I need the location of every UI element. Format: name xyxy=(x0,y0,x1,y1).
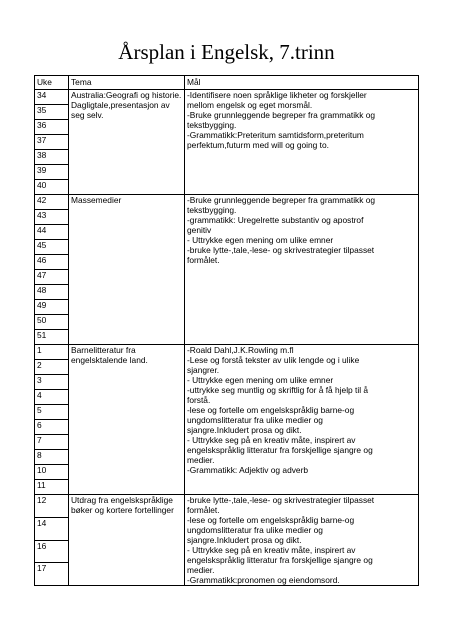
table-row xyxy=(35,90,419,105)
week-number: 49 xyxy=(37,300,47,310)
week-cell xyxy=(35,255,69,270)
table-row xyxy=(35,495,419,518)
week-number: 3 xyxy=(37,375,42,385)
mal-cell: -Identifisere noen språklige likheter og forskjeller mellom engelsk og eget morsmål. -Bruke grunnleggende begreper fra grammatikk og tekstbygging. -Grammatikk:Preteritum samtidsform,preteritum perfektum,futurm med will og going to. xyxy=(185,90,419,195)
week-cell xyxy=(35,195,69,210)
week-number: 11 xyxy=(37,480,46,490)
mal-cell: -Roald Dahl,J.K.Rowling m.fl -Lese og forstå tekster av ulik lengde og i ulike sjangrer. - Uttrykke egen mening om ulike emner -uttrykke seg muntlig og skriftlig for å få hjelp til å forstå. -lese og fortelle om engelskspråklig barne-og ungdomslitteratur fra ulike medier og sjangre.Inkludert prosa og dikt. - Uttrykke seg på en kreativ måte, inspirert av engelskspråklig litteratur fra forskjellige sjangre og medier. -Grammatikk: Adjektiv og adverb xyxy=(185,345,419,495)
week-cell xyxy=(35,360,69,375)
table-row xyxy=(35,195,419,210)
week-cell xyxy=(35,225,69,240)
week-number: 34 xyxy=(37,90,47,100)
week-cell xyxy=(35,300,69,315)
week-number: 4 xyxy=(37,390,42,400)
week-cell xyxy=(35,435,69,450)
week-cell xyxy=(35,495,69,518)
week-cell xyxy=(35,465,69,480)
week-number: 44 xyxy=(37,225,47,235)
week-number: 48 xyxy=(37,285,47,295)
week-number: 35 xyxy=(37,105,47,115)
week-number: 40 xyxy=(37,180,47,190)
week-number: 38 xyxy=(37,150,47,160)
week-cell xyxy=(35,240,69,255)
week-number: 42 xyxy=(37,195,47,205)
week-number: 51 xyxy=(37,330,47,340)
week-cell xyxy=(35,540,69,563)
week-number: 1 xyxy=(37,345,42,355)
week-cell xyxy=(35,180,69,195)
mal-cell: -bruke lytte-,tale,-lese- og skrivestrategier tilpasset formålet. -lese og fortelle om engelskspråklig barne-og ungdomslitteratur fra ulike medier og sjangre.Inkludert prosa og dikt. - Uttrykke seg på en kreativ måte, inspirert av engelskspråklig litteratur fra forskjellige sjangre og medier. -Grammatikk:pronomen og eiendomsord. xyxy=(185,495,419,586)
year-plan-table xyxy=(34,75,419,586)
week-cell xyxy=(35,120,69,135)
week-number: 36 xyxy=(37,120,47,130)
week-cell xyxy=(35,150,69,165)
header-tema: Tema xyxy=(69,76,185,90)
week-number: 43 xyxy=(37,210,47,220)
week-number: 39 xyxy=(37,165,47,175)
tema-cell: Utdrag fra engelskspråklige bøker og kortere fortellinger xyxy=(69,495,185,586)
week-number: 8 xyxy=(37,450,42,460)
week-cell xyxy=(35,330,69,345)
week-cell xyxy=(35,270,69,285)
week-cell xyxy=(35,345,69,360)
week-cell xyxy=(35,450,69,465)
tema-cell: Massemedier xyxy=(69,195,185,345)
week-number: 6 xyxy=(37,420,42,430)
week-cell xyxy=(35,90,69,105)
week-cell xyxy=(35,390,69,405)
week-number: 47 xyxy=(37,270,47,280)
page-title: Årsplan i Engelsk, 7.trinn xyxy=(118,40,335,64)
week-number: 5 xyxy=(37,405,42,415)
header-mal: Mål xyxy=(185,76,419,90)
week-number: 37 xyxy=(37,135,47,145)
week-cell xyxy=(35,105,69,120)
mal-cell: -Bruke grunnleggende begreper fra grammatikk og tekstbygging. -grammatikk: Uregelrette substantiv og apostrof genitiv - Uttrykke egen mening om ulike emner -bruke lytte-,tale,-lese- og skrivestrategier tilpasset formålet. xyxy=(185,195,419,345)
week-number: 7 xyxy=(37,435,42,445)
week-cell xyxy=(35,135,69,150)
week-cell xyxy=(35,375,69,390)
week-number: 46 xyxy=(37,255,47,265)
week-number: 2 xyxy=(37,360,42,370)
week-number: 16 xyxy=(37,540,47,551)
week-cell xyxy=(35,420,69,435)
tema-cell: Barnelitteratur fra engelsktalende land. xyxy=(69,345,185,495)
week-cell xyxy=(35,405,69,420)
week-number: 50 xyxy=(37,315,47,325)
week-cell xyxy=(35,315,69,330)
week-cell xyxy=(35,517,69,540)
week-number: 10 xyxy=(37,465,47,475)
week-number: 12 xyxy=(37,495,47,505)
week-cell xyxy=(35,285,69,300)
table-header-row xyxy=(35,76,419,90)
week-cell xyxy=(35,480,69,495)
week-number: 45 xyxy=(37,240,47,250)
week-cell xyxy=(35,210,69,225)
table-row xyxy=(35,345,419,360)
week-number: 17 xyxy=(37,563,47,574)
tema-cell: Australia:Geografi og historie. Dagligtale,presentasjon av seg selv. xyxy=(69,90,185,195)
week-cell xyxy=(35,165,69,180)
week-cell xyxy=(35,563,69,586)
header-uke: Uke xyxy=(35,76,69,90)
week-number: 14 xyxy=(37,517,47,528)
